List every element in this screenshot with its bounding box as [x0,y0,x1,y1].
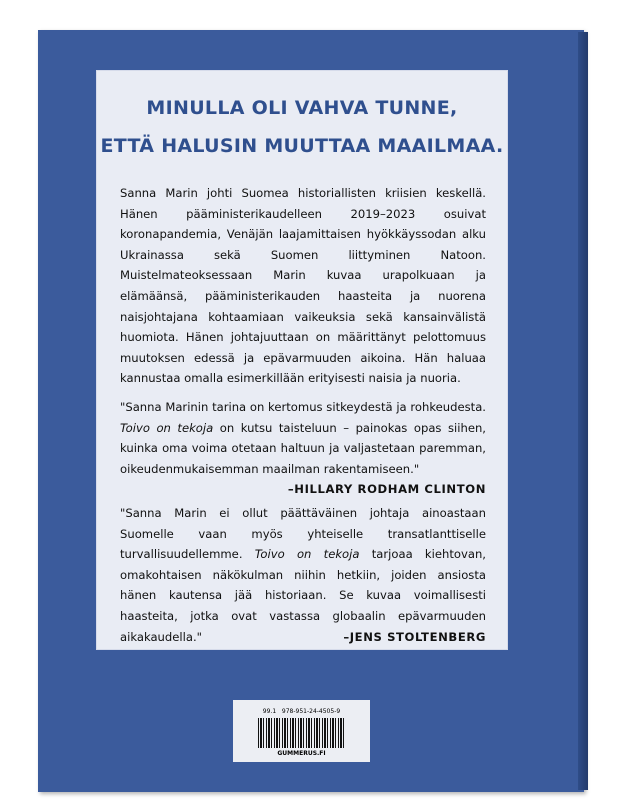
quote-author: –HILLARY RODHAM CLINTON [287,482,486,497]
quote-stoltenberg [120,503,486,647]
publisher: GUMMERUS.FI [277,750,326,757]
quote-text: "Sanna Marin ei ollut päättäväinen johtaja ainoastaan Suomelle vaan myös yhteiselle transatlanttiselle turvallisuudellemme. [120,506,486,562]
barcode-numbers [233,708,370,715]
book-spine-edge [578,32,588,790]
headline-line-1: MINULLA OLI VAHVA TUNNE, [146,97,458,119]
blurb: Sanna Marin johti Suomea historiallisten kriisien keskellä. Hänen pääministerikaudelleen 2019–2023 osuivat koronapandemia, Venäjän laajamittaisen hyökkäyssodan alku Ukrainassa sekä Suomen liittyminen Natoon. Muistelmateoksessaan Marin kuvaa urapolkuaan ja elämäänsä, pääministerikauden haasteita ja nuorena naisjohtajana kohtaamiaan vaikeuksia sekä kansainvälistä huomiota. Hänen johtajuuttaan on määrittänyt pelottomuus muutoksen edessä ja epävarmuuden aikoina. Hän haluaa kannustaa omalla esimerkillään erityisesti naisia ja nuoria. [120,186,486,386]
quote-text: tarjoaa kiehtovan, omakohtaisen näkökulman niihin hetkiin, joiden ansiosta hänen kautensa jää historiaan. Se kuvaa voimallisesti haasteita, jotka ovat vastassa globaalin epävarmuuden aikakaudella." [120,547,486,644]
quote-text: "Sanna Marinin tarina on kertomus sitkeydestä ja rohkeudesta. [120,400,486,414]
book-title: Toivo on tekoja [254,547,360,562]
quote-author: –JENS STOLTENBERG [343,629,486,644]
barcode-label [233,700,370,762]
quote-clinton [120,397,486,500]
headline-line-2: ETTÄ HALUSIN MUUTTAA MAAILMAA. [100,135,504,157]
headline [97,89,507,165]
isbn: 978-951-24-4505-9 [281,708,341,715]
class-number: 99.1 [262,708,277,715]
text-panel [96,70,508,650]
quote-text: on kutsu taisteluun – painokas opas siihen, kuinka oma voima otetaan haltuun ja valjastetaan paremman, oikeudenmukaisemman maailman rakentamiseen." [120,420,486,476]
book-title: Toivo on tekoja [120,420,214,435]
barcode-icon [258,718,345,748]
